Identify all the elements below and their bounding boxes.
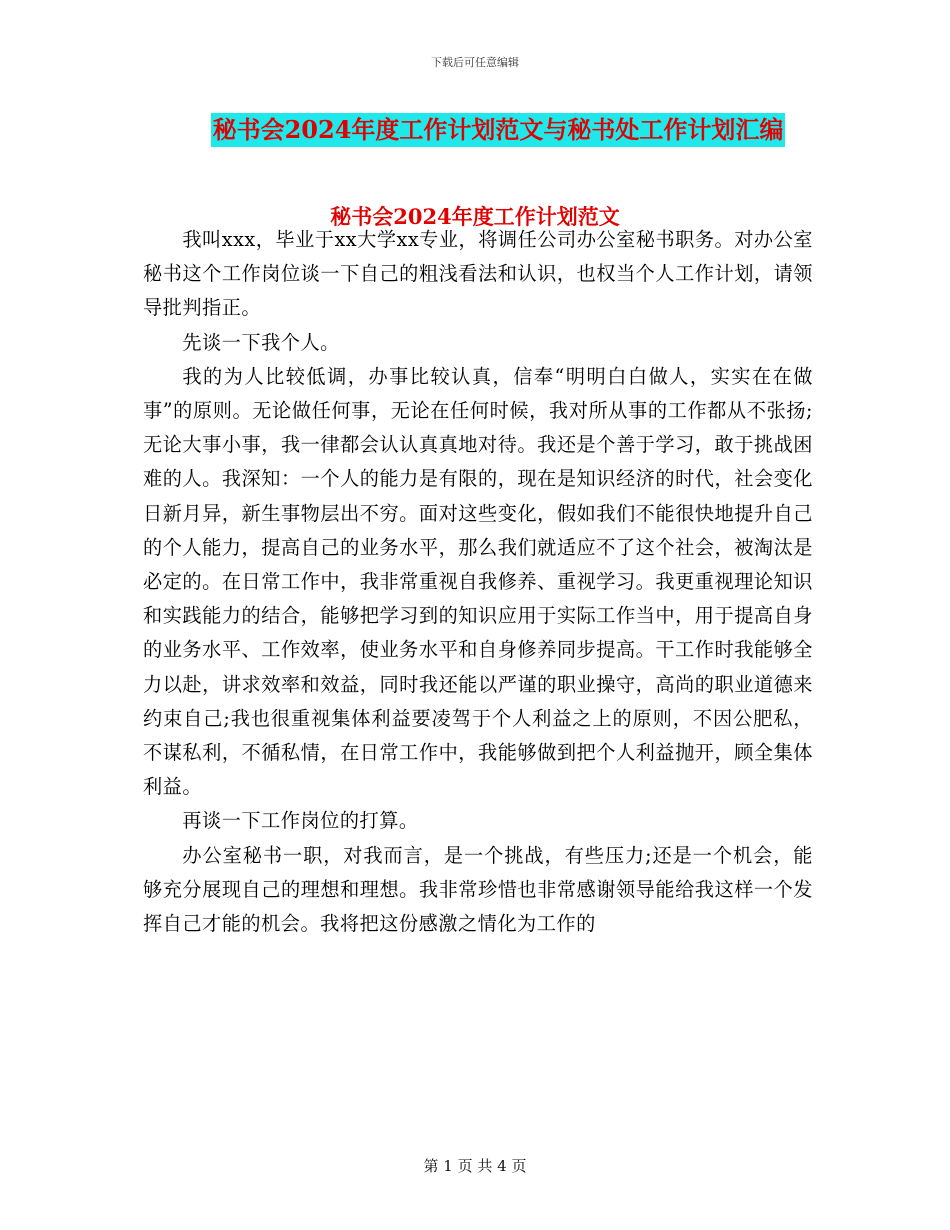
header-note: 下载后可任意编辑 (431, 56, 519, 69)
paragraph-intro: 我叫xxx，毕业于xx大学xx专业，将调任公司办公室秘书职务。对办公室秘书这个工作岗位谈一下自己的粗浅看法和认识，也权当个人工作计划，请领导批判指正。 (143, 228, 813, 320)
paragraph-plan: 办公室秘书一职，对我而言，是一个挑战，有些压力;还是一个机会，能够充分展现自己的理想和理想。我非常珍惜也非常感谢领导能给我这样一个发挥自己才能的机会。我将把这份感激之情化为工作的 (143, 843, 813, 936)
main-title: 秘书会2024年度工作计划范文与秘书处工作计划汇编 (211, 113, 786, 147)
paragraph-heading-plan: 再谈一下工作岗位的打算。 (182, 809, 419, 833)
document-body (143, 223, 813, 941)
main-title-container (0, 113, 950, 147)
page-number-footer: 第 1 页 共 4 页 (423, 1157, 527, 1175)
paragraph-heading-personal: 先谈一下我个人。 (182, 330, 340, 354)
paragraph-personal: 我的为人比较低调，办事比较认真，信奉“明明白白做人，实实在在做事”的原则。无论做任何事，无论在任何时候，我对所从事的工作都从不张扬;无论大事小事，我一律都会认认真真地对待。我还是个善于学习，敢于挑战困难的人。我深知：一个人的能力是有限的，现在是知识经济的时代，社会变化日新月异，新生事物层出不穷。面对这些变化，假如我们不能很快地提升自己的个人能力，提高自己的业务水平，那么我们就适应不了这个社会，被淘汰是必定的。在日常工作中，我非常重视自我修养、重视学习。我更重视理论知识和实践能力的结合，能够把学习到的知识应用于实际工作当中，用于提高自身的业务水平、工作效率，使业务水平和自身修养同步提高。干工作时我能够全力以赴，讲求效率和效益，同时我还能以严谨的职业操守，高尚的职业道德来约束自己;我也很重视集体利益要凌驾于个人利益之上的原则，不因公肥私，不谋私利，不循私情，在日常工作中，我能够做到把个人利益抛开，顾全集体利益。 (143, 364, 813, 799)
section-title: 秘书会2024年度工作计划范文 (330, 204, 620, 229)
